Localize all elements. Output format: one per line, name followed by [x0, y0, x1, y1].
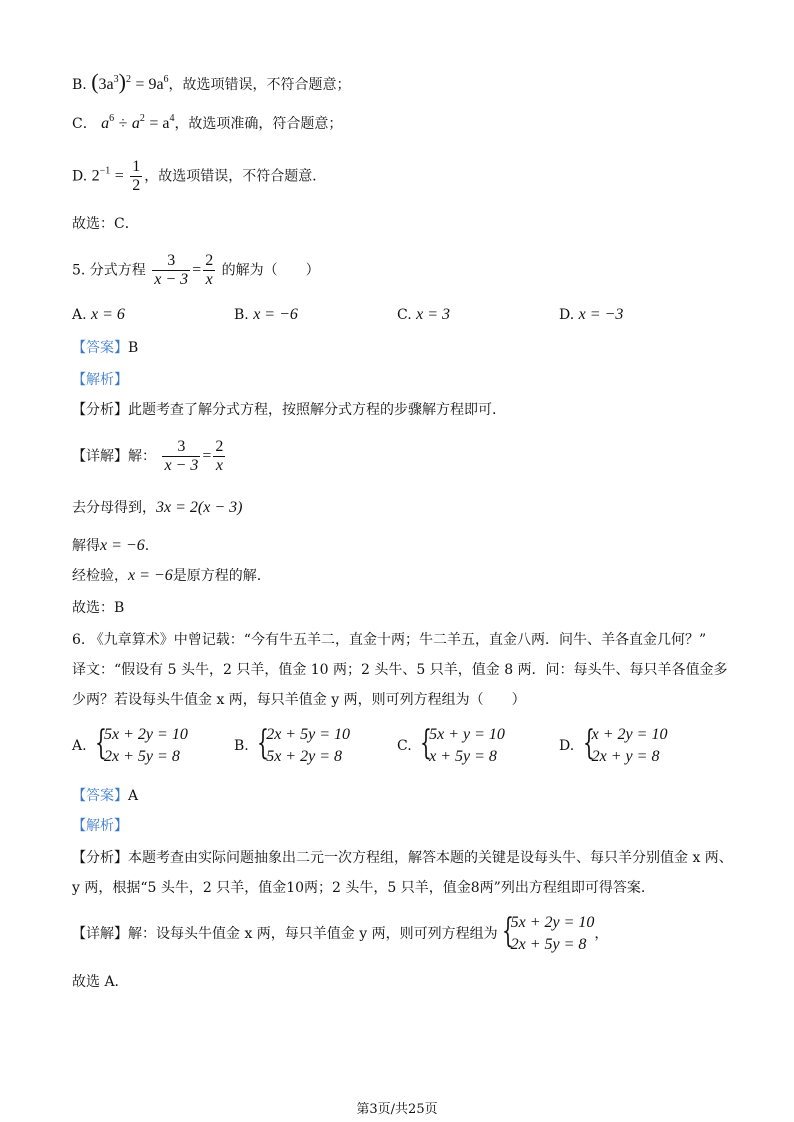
fraction: $\frac{1}{2}$ [132, 158, 141, 194]
q6-option-b: B. { 2x + 5y = 10 5x + 2y = 8 [234, 723, 350, 765]
page-footer: 第3页/共25页 [356, 1102, 438, 1117]
q6-option-d: D. { x + 2y = 10 2x + y = 8 [559, 723, 668, 765]
q6-answer: 【答案】A [72, 788, 139, 804]
q5-detail: 【详解】解： $\frac{3}{x - 3}$ = $\frac{2}{x}$ [72, 438, 224, 474]
q5-stem: 5. 分式方程 $\frac{3}{x - 3}$ = $\frac{2}{x}$ 的解为（ ） [72, 252, 320, 288]
q6-fenxi-line2: y 两，根据“5 头牛，2 只羊，值金10两；2 头牛，5 只羊，值金8两”列出方程组即可得答案. [72, 880, 646, 896]
q6-stem-line1: 6. 《九章算术》中曾记载：“今有牛五羊二，直金十两；牛二羊五，直金八两．问牛、羊各直金几何？” [72, 632, 707, 648]
q5-analysis-tag: 【解析】 [72, 372, 128, 388]
q6-fenxi-line1: 【分析】本题考查由实际问题抽象出二元一次方程组，解答本题的关键是设每头牛、每只羊分别值金 x 两、 [72, 850, 733, 866]
q5-answer: 【答案】B [72, 340, 139, 356]
q5-fenxi: 【分析】此题考查了解分式方程，按照解分式方程的步骤解方程即可. [72, 402, 497, 418]
q5-step2: 解得x = −6. [72, 537, 150, 554]
q5-final: 故选：B [72, 600, 125, 616]
solution-line-b: B. $(3a^3)^2 = 9a^6$，故选项错误，不符合题意； [72, 69, 351, 94]
solution-line-d: D. $2^{-1}$ = $\frac{1}{2}$ ，故选项错误，不符合题意． [72, 158, 327, 194]
q6-detail: 【详解】解：设每头牛值金 x 两，每只羊值金 y 两，则可列方程组为 { 5x + 2y = 10 2x + 5y = 8 ， [72, 911, 609, 953]
q6-option-c: C. { 5x + y = 10 x + 5y = 8 [397, 723, 505, 765]
q6-analysis-tag: 【解析】 [72, 818, 128, 834]
q6-stem-line2: 译文：“假设有 5 头牛，2 只羊，值金 10 两；2 头牛、5 只羊，值金 8 两．问：每头牛、每只羊各值金多 [72, 662, 728, 678]
q5-step3: 经检验，x = −6是原方程的解. [72, 567, 262, 584]
q6-option-a: A. { 5x + 2y = 10 2x + 5y = 8 [72, 723, 188, 765]
q5-option-a: A. x = 6 [72, 306, 125, 323]
q5-step1: 去分母得到，3x = 2(x − 3) [72, 499, 243, 516]
q5-option-d: D. x = −3 [559, 306, 624, 323]
q5-option-b: B. x = −6 [234, 306, 298, 323]
prev-final-answer: 故选：C． [72, 216, 139, 232]
solution-line-c: C． $a^6 \div a^2 = a^4$，故选项准确，符合题意； [72, 113, 343, 132]
q6-stem-line3: 少两？若设每头牛值金 x 两，每只羊值金 y 两，则可列方程组为（ ） [72, 692, 526, 708]
q5-option-c: C. x = 3 [397, 306, 451, 323]
q6-final: 故选 A． [72, 974, 129, 990]
